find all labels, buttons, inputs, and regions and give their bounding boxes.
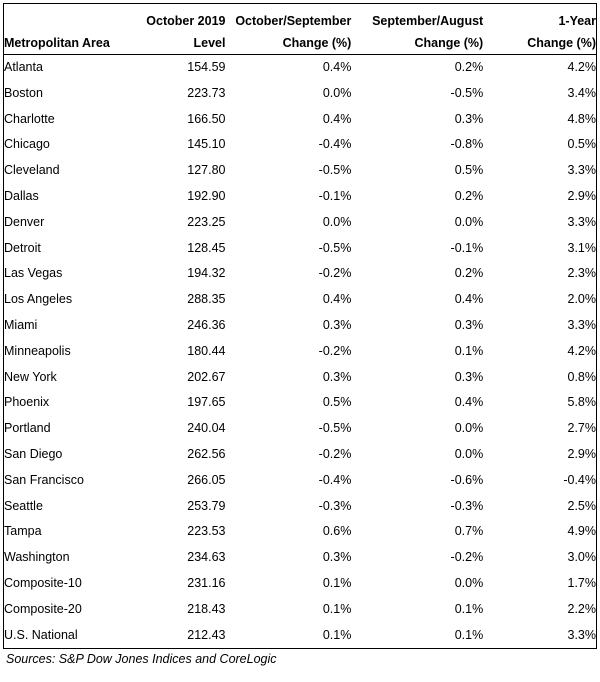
cell-metropolitan-area: San Francisco [4, 472, 84, 487]
cell-1-year-change: 4.9% [567, 524, 596, 539]
cell-1-year-change: 3.4% [567, 85, 596, 100]
cell-oct-sep-change: 0.0% [322, 214, 352, 229]
cell-metropolitan-area: Las Vegas [4, 266, 63, 281]
cell-level: 202.67 [187, 369, 226, 384]
table-row [4, 287, 597, 313]
table-row [4, 571, 597, 597]
cell-sep-aug-change: 0.1% [454, 343, 484, 358]
cell-sep-aug-change: -0.1% [450, 240, 484, 255]
cell-1-year-change: 1.7% [567, 575, 596, 590]
cell-metropolitan-area: Seattle [4, 498, 43, 513]
cell-sep-aug-change: 0.0% [454, 575, 484, 590]
cell-metropolitan-area: Composite-20 [4, 601, 82, 616]
cell-1-year-change: 3.3% [567, 317, 596, 332]
header-line-2: Change (%) [282, 36, 352, 50]
table-row [4, 339, 597, 365]
header-row [4, 4, 597, 55]
table-row [4, 55, 597, 81]
cell-metropolitan-area: Washington [4, 550, 70, 565]
cell-oct-sep-change: 0.4% [322, 111, 352, 126]
header-line-1: October 2019 [146, 14, 226, 28]
cell-sep-aug-change: 0.0% [454, 421, 484, 436]
table-row [4, 519, 597, 545]
cell-level: 231.16 [187, 575, 226, 590]
cell-metropolitan-area: Composite-10 [4, 575, 82, 590]
cell-metropolitan-area: Charlotte [4, 111, 55, 126]
cell-1-year-change: 2.5% [567, 498, 596, 513]
cell-1-year-change: 0.8% [567, 369, 596, 384]
cell-1-year-change: 2.0% [567, 292, 596, 307]
source-note: Sources: S&P Dow Jones Indices and CoreLogic [6, 652, 277, 666]
cell-sep-aug-change: -0.6% [450, 472, 484, 487]
cell-sep-aug-change: -0.8% [450, 137, 484, 152]
cell-level: 145.10 [187, 137, 226, 152]
cell-metropolitan-area: Portland [4, 421, 51, 436]
cell-sep-aug-change: 0.2% [454, 266, 484, 281]
cell-metropolitan-area: Boston [4, 85, 43, 100]
header-line-1: September/August [372, 14, 484, 28]
cell-metropolitan-area: New York [4, 369, 57, 384]
cell-oct-sep-change: 0.3% [322, 369, 352, 384]
cell-1-year-change: 5.8% [567, 395, 596, 410]
cell-level: 180.44 [187, 343, 226, 358]
cell-sep-aug-change: 0.1% [454, 627, 484, 642]
table-body [4, 55, 597, 649]
cell-oct-sep-change: 0.1% [322, 627, 352, 642]
cell-sep-aug-change: 0.3% [454, 369, 484, 384]
cell-metropolitan-area: Los Angeles [4, 292, 73, 307]
cell-oct-sep-change: -0.1% [318, 188, 352, 203]
cell-sep-aug-change: 0.4% [454, 395, 484, 410]
cell-metropolitan-area: San Diego [4, 446, 63, 461]
cell-1-year-change: 2.7% [567, 421, 596, 436]
cell-1-year-change: 4.2% [567, 343, 596, 358]
cell-metropolitan-area: Denver [4, 214, 45, 229]
table-row [4, 107, 597, 133]
cell-oct-sep-change: 0.4% [322, 60, 352, 74]
cell-level: 234.63 [187, 550, 226, 565]
cell-oct-sep-change: -0.5% [318, 163, 352, 178]
cell-level: 223.25 [187, 214, 226, 229]
cell-oct-sep-change: -0.2% [318, 266, 352, 281]
cell-level: 127.80 [187, 163, 226, 178]
cell-1-year-change: 2.9% [567, 446, 596, 461]
table-row [4, 261, 597, 287]
table-row [4, 236, 597, 262]
cell-sep-aug-change: 0.2% [454, 188, 484, 203]
cell-level: 266.05 [187, 472, 226, 487]
table-row [4, 81, 597, 107]
cell-sep-aug-change: 0.2% [454, 60, 484, 74]
cell-metropolitan-area: Dallas [4, 188, 39, 203]
table-row [4, 442, 597, 468]
cell-metropolitan-area: Phoenix [4, 395, 50, 410]
cell-metropolitan-area: Cleveland [4, 163, 60, 178]
cell-metropolitan-area: Atlanta [4, 60, 43, 74]
cell-level: 218.43 [187, 601, 226, 616]
cell-level: 246.36 [187, 317, 226, 332]
cell-sep-aug-change: 0.3% [454, 111, 484, 126]
cell-level: 223.73 [187, 85, 226, 100]
cell-oct-sep-change: -0.4% [318, 137, 352, 152]
cell-oct-sep-change: 0.6% [322, 524, 352, 539]
cell-oct-sep-change: 0.3% [322, 550, 352, 565]
table-row [4, 184, 597, 210]
cell-sep-aug-change: -0.5% [450, 85, 484, 100]
cell-1-year-change: 3.0% [567, 550, 596, 565]
cell-1-year-change: 3.1% [567, 240, 596, 255]
table-row [4, 390, 597, 416]
table-row [4, 494, 597, 520]
cell-1-year-change: 2.9% [567, 188, 596, 203]
cell-1-year-change: 4.8% [567, 111, 596, 126]
cell-sep-aug-change: -0.2% [450, 550, 484, 565]
cell-oct-sep-change: 0.1% [322, 575, 352, 590]
cell-level: 212.43 [187, 627, 226, 642]
cell-level: 262.56 [187, 446, 226, 461]
table-header [4, 4, 597, 55]
header-line-2: Level [193, 36, 226, 50]
table-row [4, 365, 597, 391]
cell-sep-aug-change: 0.7% [454, 524, 484, 539]
cell-1-year-change: 3.3% [567, 627, 596, 642]
column-header-oct-sep-change [225, 4, 351, 55]
cell-1-year-change: 0.5% [567, 137, 596, 152]
cell-level: 166.50 [187, 111, 226, 126]
cell-metropolitan-area: Minneapolis [4, 343, 71, 358]
cell-level: 194.32 [187, 266, 226, 281]
cell-metropolitan-area: U.S. National [4, 627, 78, 642]
cell-1-year-change: 4.2% [567, 60, 596, 74]
cell-1-year-change: 2.3% [567, 266, 596, 281]
cell-metropolitan-area: Detroit [4, 240, 41, 255]
cell-metropolitan-area: Chicago [4, 137, 50, 152]
cell-oct-sep-change: -0.4% [318, 472, 352, 487]
cell-level: 128.45 [187, 240, 226, 255]
column-header-metropolitan-area [4, 4, 139, 55]
cell-1-year-change: -0.4% [563, 472, 596, 487]
cell-sep-aug-change: 0.1% [454, 601, 484, 616]
header-line-1: 1-Year [558, 14, 596, 28]
cell-level: 192.90 [187, 188, 226, 203]
column-header-1-year-change [483, 4, 596, 55]
cell-oct-sep-change: -0.5% [318, 421, 352, 436]
cell-sep-aug-change: -0.3% [450, 498, 484, 513]
cell-oct-sep-change: -0.2% [318, 446, 352, 461]
cell-sep-aug-change: 0.3% [454, 317, 484, 332]
cell-level: 154.59 [187, 60, 226, 74]
home-price-table [3, 3, 597, 649]
header-line-1: October/September [235, 14, 352, 28]
cell-level: 240.04 [187, 421, 226, 436]
column-header-level [139, 4, 226, 55]
table-row [4, 313, 597, 339]
cell-oct-sep-change: 0.5% [322, 395, 352, 410]
cell-oct-sep-change: -0.5% [318, 240, 352, 255]
cell-sep-aug-change: 0.4% [454, 292, 484, 307]
header-line-2: Metropolitan Area [4, 36, 110, 50]
cell-level: 223.53 [187, 524, 226, 539]
cell-1-year-change: 3.3% [567, 214, 596, 229]
table-row [4, 416, 597, 442]
table-row [4, 468, 597, 494]
table-row [4, 158, 597, 184]
cell-sep-aug-change: 0.0% [454, 446, 484, 461]
cell-1-year-change: 3.3% [567, 163, 596, 178]
cell-metropolitan-area: Miami [4, 317, 38, 332]
table-row [4, 132, 597, 158]
cell-level: 197.65 [187, 395, 226, 410]
cell-oct-sep-change: 0.3% [322, 317, 352, 332]
header-line-2: Change (%) [527, 36, 596, 50]
cell-level: 253.79 [187, 498, 226, 513]
table-row [4, 623, 597, 649]
cell-oct-sep-change: 0.1% [322, 601, 352, 616]
table-row [4, 210, 597, 236]
table-row [4, 545, 597, 571]
header-line-2: Change (%) [414, 36, 484, 50]
column-header-sep-aug-change [351, 4, 483, 55]
cell-level: 288.35 [187, 292, 226, 307]
cell-metropolitan-area: Tampa [4, 524, 42, 539]
cell-sep-aug-change: 0.0% [454, 214, 484, 229]
table-row [4, 597, 597, 623]
cell-oct-sep-change: 0.4% [322, 292, 352, 307]
cell-oct-sep-change: -0.3% [318, 498, 352, 513]
cell-oct-sep-change: -0.2% [318, 343, 352, 358]
cell-1-year-change: 2.2% [567, 601, 596, 616]
cell-sep-aug-change: 0.5% [454, 163, 484, 178]
cell-oct-sep-change: 0.0% [322, 85, 352, 100]
